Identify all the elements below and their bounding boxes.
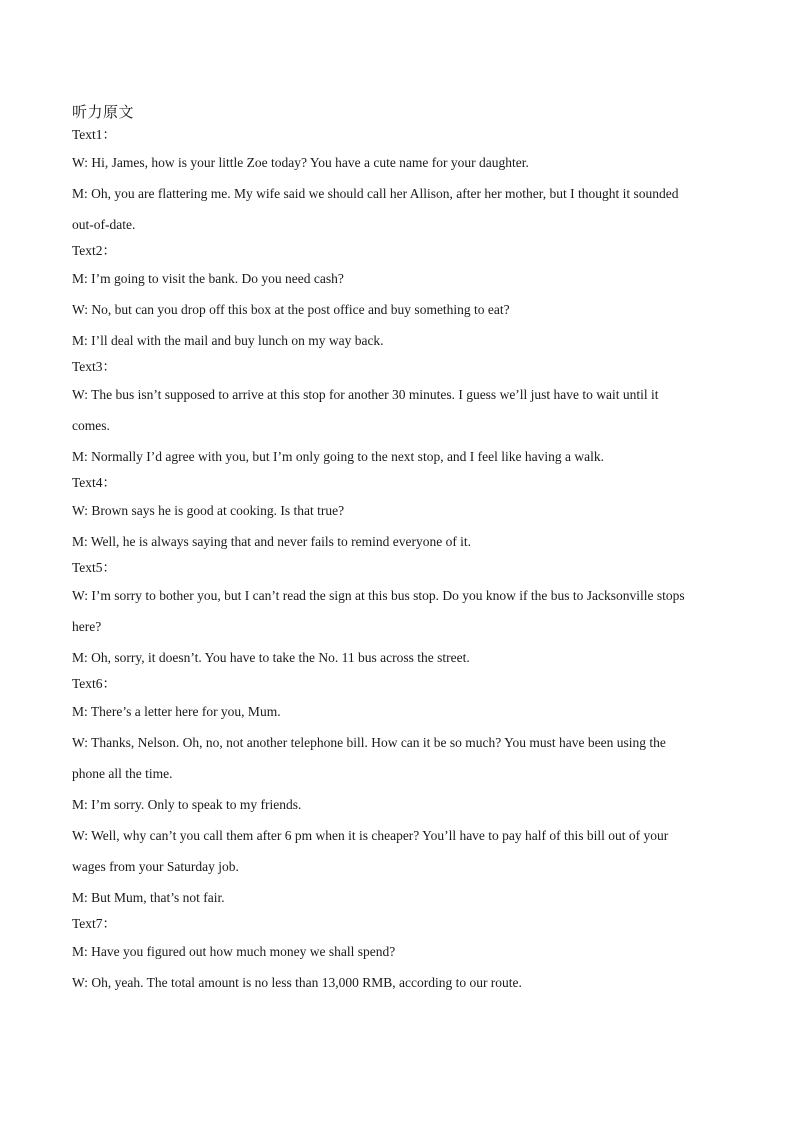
dialogue-line: M: I’m sorry. Only to speak to my friends. <box>72 797 302 812</box>
dialogue-line: wages from your Saturday job. <box>72 859 239 874</box>
dialogue-line: M: I’ll deal with the mail and buy lunch on my way back. <box>72 333 384 348</box>
dialogue-line: W: Hi, James, how is your little Zoe today? You have a cute name for your daughter. <box>72 155 529 170</box>
section-label-text2: Text2： <box>72 243 117 258</box>
dialogue-line: W: I’m sorry to bother you, but I can’t read the sign at this bus stop. Do you know if the bus to Jacksonville stops <box>72 588 685 603</box>
dialogue-line: M: Oh, sorry, it doesn’t. You have to take the No. 11 bus across the street. <box>72 650 470 665</box>
section-label-text5: Text5： <box>72 560 117 575</box>
dialogue-line: W: Oh, yeah. The total amount is no less than 13,000 RMB, according to our route. <box>72 975 522 990</box>
dialogue-line: W: Thanks, Nelson. Oh, no, not another telephone bill. How can it be so much? You must have been using the <box>72 735 666 750</box>
dialogue-line: M: But Mum, that’s not fair. <box>72 890 225 905</box>
section-label-text6: Text6： <box>72 676 117 691</box>
dialogue-line: comes. <box>72 418 110 433</box>
dialogue-line: here? <box>72 619 102 634</box>
dialogue-line: out-of-date. <box>72 217 136 232</box>
dialogue-line: W: No, but can you drop off this box at the post office and buy something to eat? <box>72 302 510 317</box>
transcript-body <box>72 127 722 998</box>
section-label-text7: Text7： <box>72 916 117 931</box>
dialogue-line: M: There’s a letter here for you, Mum. <box>72 704 281 719</box>
section-label-text4: Text4： <box>72 475 117 490</box>
dialogue-line: W: The bus isn’t supposed to arrive at this stop for another 30 minutes. I guess we’ll just have to wait until it <box>72 387 659 402</box>
section-label-text3: Text3： <box>72 359 117 374</box>
document-title: 听力原文 <box>72 103 135 121</box>
dialogue-line: phone all the time. <box>72 766 173 781</box>
dialogue-line: W: Brown says he is good at cooking. Is that true? <box>72 503 345 518</box>
dialogue-line: M: Oh, you are flattering me. My wife said we should call her Allison, after her mother, but I thought it sounded <box>72 186 679 201</box>
dialogue-line: M: Normally I’d agree with you, but I’m only going to the next stop, and I feel like having a walk. <box>72 449 605 464</box>
dialogue-line: M: I’m going to visit the bank. Do you need cash? <box>72 271 344 286</box>
dialogue-line: M: Have you figured out how much money we shall spend? <box>72 944 396 959</box>
dialogue-line: W: Well, why can’t you call them after 6 pm when it is cheaper? You’ll have to pay half of this bill out of your <box>72 828 669 843</box>
section-label-text1: Text1： <box>72 127 117 142</box>
dialogue-line: M: Well, he is always saying that and never fails to remind everyone of it. <box>72 534 472 549</box>
